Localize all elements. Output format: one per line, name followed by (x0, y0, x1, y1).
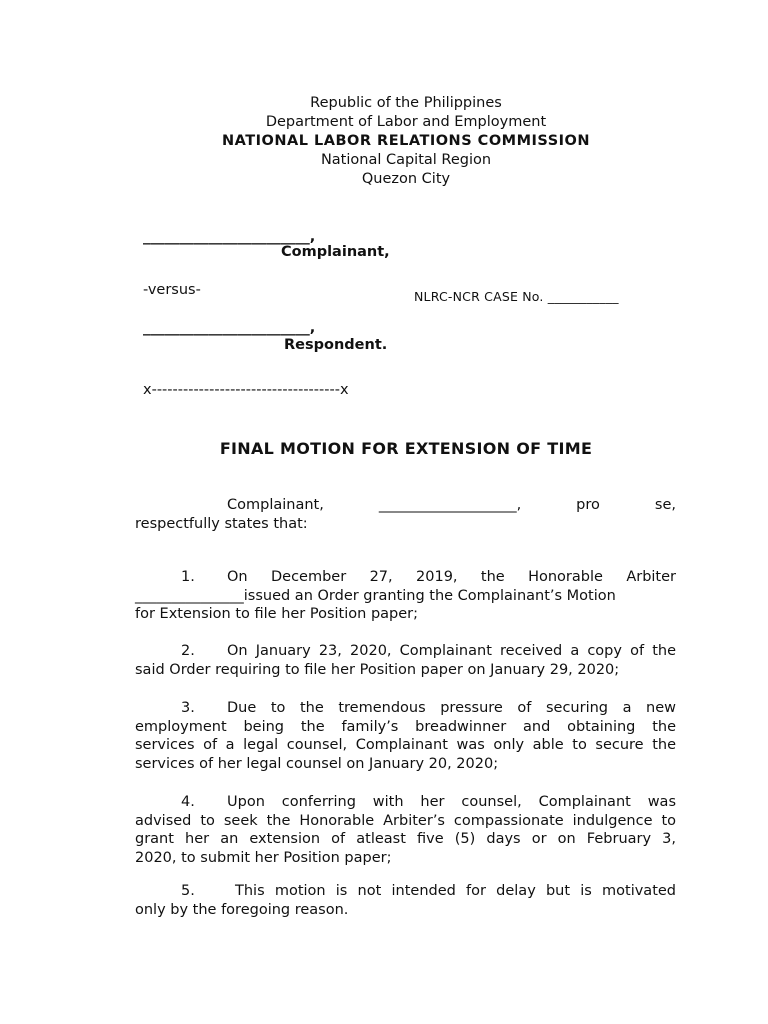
paragraph-3-line-3: services of a legal counsel, Complainant was only able to secure the (135, 737, 676, 753)
respondent-name-blank: _______________________, (143, 320, 316, 336)
paragraph-3-line-4: services of her legal counsel on January 20, 2020; (135, 755, 499, 772)
motion-title: FINAL MOTION FOR EXTENSION OF TIME (219, 439, 593, 458)
paragraph-4-line-3: grant her an extension of atleast five (5) days or on February 3, (135, 831, 676, 847)
header-republic: Republic of the Philippines (310, 95, 502, 111)
intro-line-1: Complainant, ___________________, pro se, (227, 497, 676, 513)
paragraph-1-number: 1. (181, 569, 195, 585)
paragraph-2-line-2: said Order requiring to file her Position paper on January 29, 2020; (135, 661, 620, 678)
intro-paragraph (135, 496, 676, 533)
paragraph-2-number: 2. (181, 643, 195, 659)
paragraph-1 (135, 568, 676, 624)
header-department: Department of Labor and Employment (265, 114, 547, 130)
paragraph-3-line-1: Due to the tremendous pressure of securing a new (227, 700, 676, 716)
paragraph-3-line-2: employment being the family’s breadwinner and obtaining the (135, 718, 676, 735)
case-number: NLRC-NCR CASE No. ___________ (414, 289, 619, 304)
paragraph-5-number: 5. (181, 883, 195, 899)
header-region: National Capital Region (320, 152, 492, 168)
complainant-name-blank: _______________________, (143, 229, 316, 245)
document-header (0, 94, 768, 189)
intro-line-2: respectfully states that: (135, 515, 308, 532)
header-commission: NATIONAL LABOR RELATIONS COMMISSION (222, 133, 590, 149)
paragraph-3 (135, 699, 676, 773)
paragraph-4-number: 4. (181, 794, 195, 810)
paragraph-4-line-2: advised to seek the Honorable Arbiter’s compassionate indulgence to (135, 812, 676, 829)
paragraph-5-line-2: only by the foregoing reason. (135, 901, 349, 918)
paragraph-1-line-1: On December 27, 2019, the Honorable Arbiter (227, 569, 676, 585)
paragraph-3-number: 3. (181, 700, 195, 716)
paragraph-4-line-1: Upon conferring with her counsel, Complainant was (227, 794, 676, 810)
complainant-label: Complainant, (281, 244, 390, 260)
paragraph-5 (135, 882, 676, 919)
paragraph-4 (135, 793, 676, 867)
paragraph-4-line-4: 2020, to submit her Position paper; (135, 849, 392, 866)
caption-divider: x------------------------------------x (143, 382, 349, 398)
paragraph-1-line-2: _______________issued an Order granting the Complainant’s Motion (135, 587, 616, 604)
paragraph-2-line-1: On January 23, 2020, Complainant received a copy of the (227, 643, 676, 659)
paragraph-2 (135, 642, 676, 679)
paragraph-1-line-3: for Extension to file her Position paper; (135, 606, 419, 622)
versus-label: -versus- (143, 282, 201, 298)
respondent-label: Respondent. (284, 337, 388, 353)
paragraph-5-line-1: This motion is not intended for delay but is motivated (235, 883, 676, 899)
header-city: Quezon City (361, 171, 451, 187)
